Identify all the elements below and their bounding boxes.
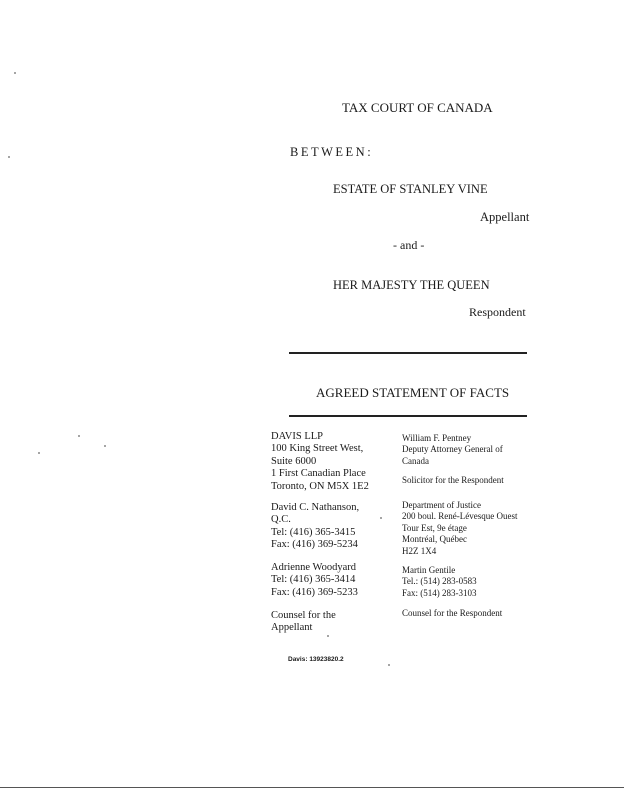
respondent-role: Respondent [469,305,526,319]
scan-speck [8,156,10,158]
department-block [402,500,517,557]
lawyer-line: Martin Gentile [402,565,456,575]
scan-speck [388,664,390,666]
lawyer-line: Adrienne Woodyard [271,562,356,573]
firm-line: Toronto, ON M5X 1E2 [271,480,369,492]
scan-edge-line [0,787,624,788]
firm-line: DAVIS LLP [271,431,324,442]
court-heading: TAX COURT OF CANADA [342,100,493,115]
deputy-ag-block [402,433,503,467]
firm-line: Suite 6000 [271,455,317,467]
solicitor-block [402,475,504,486]
ag-line: Deputy Attorney General of [402,444,503,455]
ag-line: William F. Pentney [402,433,472,443]
department-line: Montréal, Québec [402,534,467,545]
appellant-role-block [271,610,336,635]
scan-speck [38,452,40,454]
solicitor-line: Solicitor for the Respondent [402,475,504,485]
title-divider [289,415,527,417]
lawyer-line: Tel: (416) 365-3414 [271,574,356,586]
department-line: 200 boul. René-Lévesque Ouest [402,511,518,522]
appellant-role: Appellant [480,210,530,224]
appellant-firm-block [271,431,369,493]
lawyer-line: Fax: (416) 369-5234 [271,539,358,551]
document-reference: Davis: 13923820.2 [288,656,344,663]
lawyer-line: Q.C. [271,514,291,526]
between-label: BETWEEN: [290,145,374,159]
department-line: Department of Justice [402,500,481,510]
respondent-role-block [402,608,502,619]
department-line: H2Z 1X4 [402,545,437,556]
and-separator: - and - [393,238,425,252]
lawyer-line: Tel.: (514) 283-0583 [402,576,477,587]
firm-line: 1 First Canadian Place [271,468,366,480]
lawyer-line: Tel: (416) 365-3415 [271,526,356,538]
document-title: AGREED STATEMENT OF FACTS [316,385,510,400]
scan-speck [327,635,329,637]
ag-line: Canada [402,455,429,466]
role-line: Appellant [271,622,313,634]
appellant-lawyer2-block [271,562,358,599]
scan-speck [78,435,80,437]
appellant-name: ESTATE OF STANLEY VINE [333,182,488,196]
scan-speck [14,72,16,74]
role-line: Counsel for the Respondent [402,608,503,618]
lawyer-line: Fax: (416) 369-5233 [271,586,358,598]
role-line: Counsel for the [271,610,336,621]
top-divider [289,352,527,354]
firm-line: 100 King Street West, [271,443,364,455]
lawyer-line: Fax: (514) 283-3103 [402,587,477,598]
appellant-lawyer1-block [271,502,359,552]
respondent-name: HER MAJESTY THE QUEEN [333,278,490,292]
respondent-lawyer-block [402,565,477,599]
lawyer-line: David C. Nathanson, [271,502,360,513]
scan-speck [104,445,106,447]
scan-speck [380,517,382,519]
department-line: Tour Est, 9e étage [402,522,467,533]
